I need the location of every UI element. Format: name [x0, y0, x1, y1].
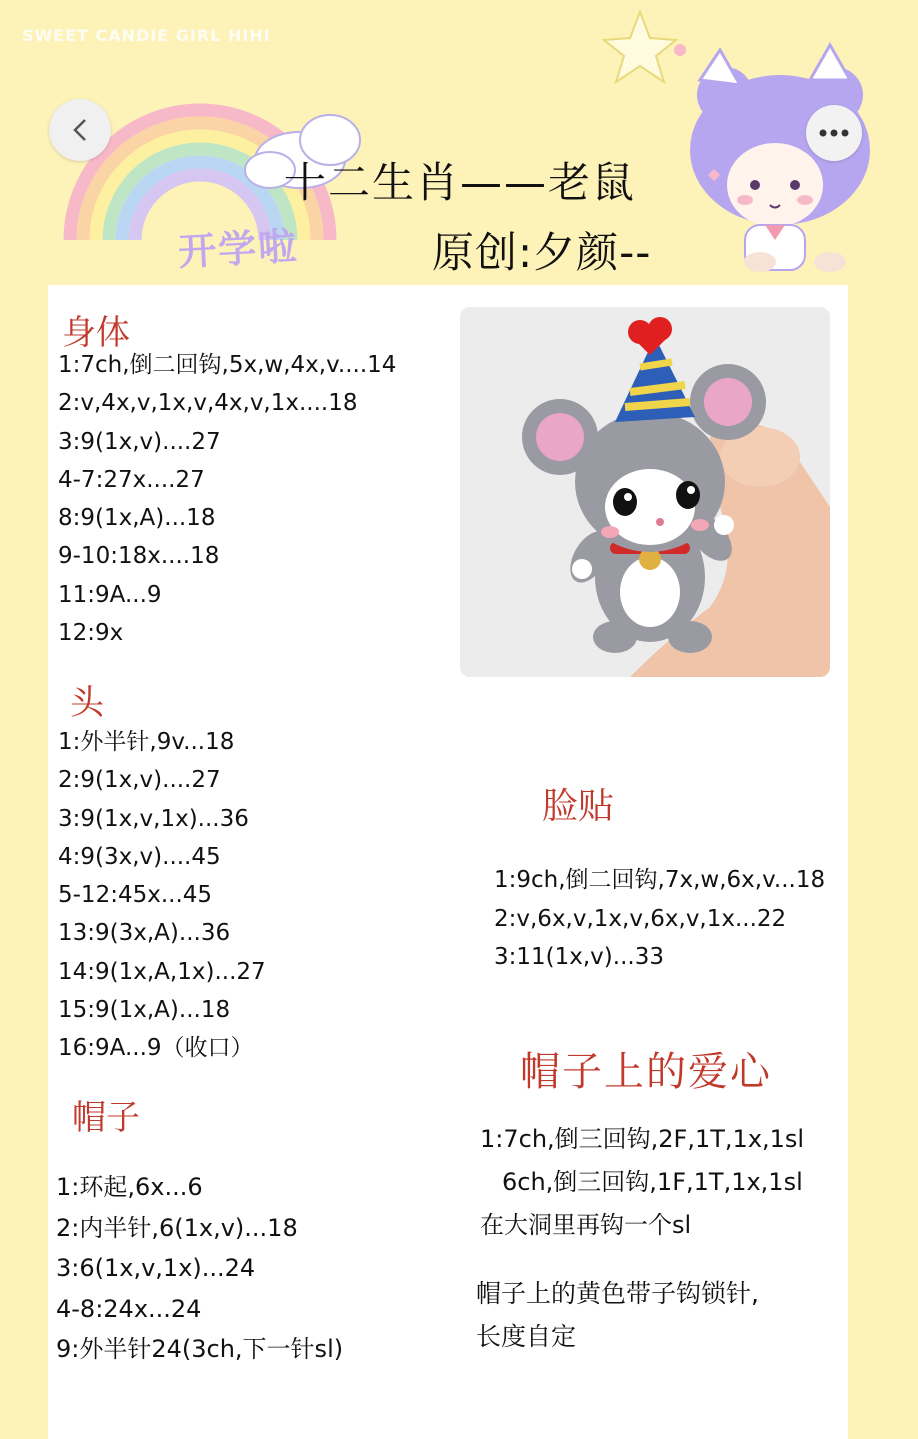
instruction-line: 16:9A...9（收口） [58, 1035, 254, 1062]
author-subtitle: 原创:夕颜-- [432, 228, 652, 277]
back-button[interactable] [49, 99, 111, 161]
section-heading-face: 脸贴 [542, 786, 615, 827]
instruction-line: 4:9(3x,v)....45 [58, 843, 221, 870]
instruction-line: 13:9(3x,A)...36 [58, 920, 231, 947]
section-heading-heart: 帽子上的爱心 [520, 1049, 772, 1095]
instruction-line: 2:内半针,6(1x,v)...18 [56, 1213, 298, 1242]
instruction-line: 14:9(1x,A,1x)...27 [58, 958, 266, 985]
instruction-line: 6ch,倒三回钩,1F,1T,1x,1sl [502, 1168, 803, 1196]
chevron-left-icon [69, 117, 91, 143]
top-caption: SWEET CANDIE GIRL HIHI [22, 26, 271, 45]
instruction-line: 3:9(1x,v,1x)...36 [58, 805, 249, 832]
mouse-photo [460, 307, 830, 677]
instruction-line: 9:外半针24(3ch,下一针sl) [56, 1335, 344, 1363]
instruction-line: 3:11(1x,v)...33 [494, 944, 664, 970]
heart-instructions [480, 1118, 804, 1247]
instruction-line: 在大洞里再钩一个sl [480, 1211, 692, 1239]
instruction-line: 2:v,4x,v,1x,v,4x,v,1x....18 [58, 390, 358, 417]
instruction-line: 8:9(1x,A)...18 [58, 505, 216, 532]
heart-note [476, 1272, 759, 1358]
hat-instructions [56, 1167, 343, 1370]
instruction-line: 1:7ch,倒三回钩,2F,1T,1x,1sl [480, 1125, 805, 1153]
instruction-line: 3:9(1x,v)....27 [58, 428, 221, 455]
head-instructions [58, 723, 266, 1068]
section-heading-body: 身体 [62, 313, 130, 353]
body-instructions [58, 346, 396, 652]
instruction-line: 12:9x [58, 620, 124, 647]
instruction-line: 1:环起,6x...6 [56, 1173, 203, 1201]
instruction-line: 15:9(1x,A)...18 [58, 997, 231, 1024]
more-button[interactable] [806, 105, 862, 161]
instruction-line: 3:6(1x,v,1x)...24 [56, 1254, 256, 1282]
section-heading-hat: 帽子 [72, 1098, 140, 1138]
instruction-line: 2:9(1x,v)....27 [58, 767, 221, 794]
face-instructions [494, 861, 825, 977]
instruction-line: 1:外半针,9v...18 [58, 729, 235, 755]
note-line: 帽子上的黄色带子钩锁针, [476, 1279, 759, 1308]
more-dots-icon [819, 129, 849, 137]
instruction-line: 9-10:18x....18 [58, 543, 220, 570]
instruction-line: 4-7:27x....27 [58, 466, 205, 493]
section-heading-head: 头 [70, 683, 104, 723]
note-line: 长度自定 [476, 1322, 577, 1351]
instruction-line: 1:9ch,倒二回钩,7x,w,6x,v...18 [494, 867, 826, 893]
page-title: 十二生肖——老鼠 [284, 158, 637, 207]
instruction-line: 11:9A...9 [58, 581, 162, 608]
badge-text: 开学啦 [177, 223, 300, 275]
instruction-line: 2:v,6x,v,1x,v,6x,v,1x...22 [494, 905, 787, 932]
instruction-line: 5-12:45x...45 [58, 882, 213, 909]
instruction-line: 1:7ch,倒二回钩,5x,w,4x,v....14 [58, 352, 397, 378]
instruction-line: 4-8:24x...24 [56, 1294, 202, 1323]
